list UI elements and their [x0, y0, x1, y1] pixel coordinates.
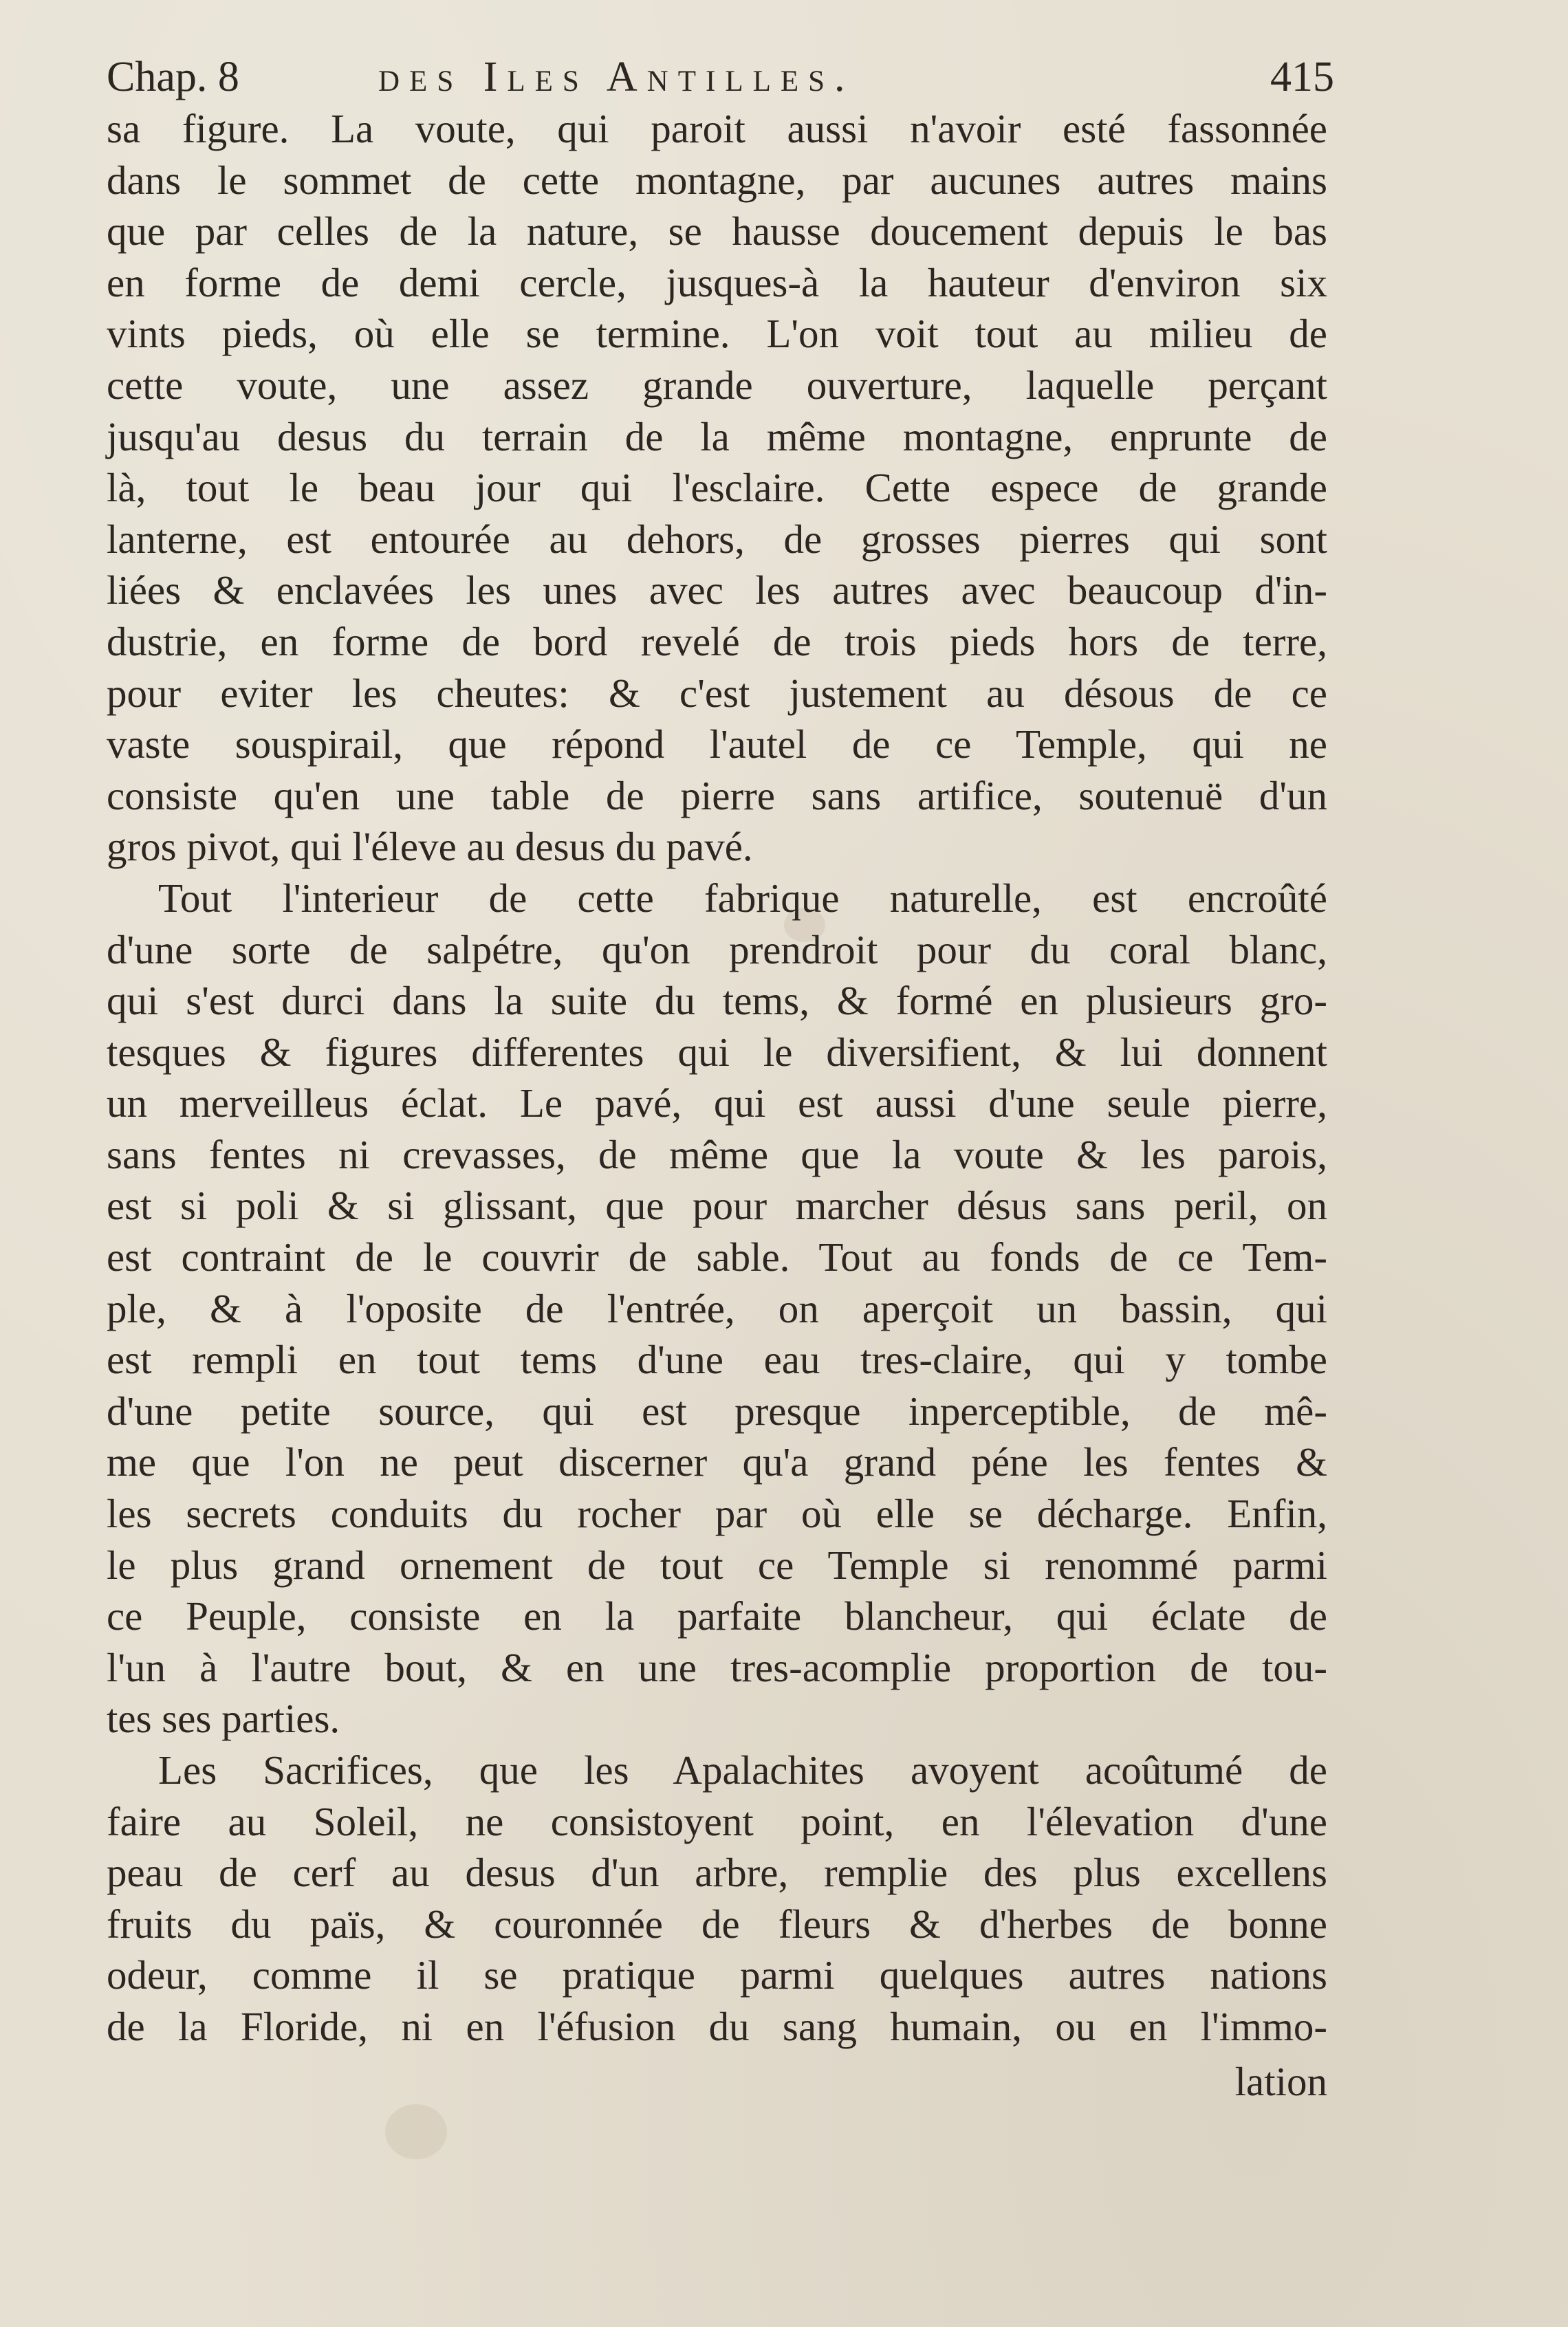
text-line: gros pivot, qui l'éleve au desus du pavé. [107, 824, 753, 870]
text-line: vints pieds, où elle se termine. L'on voit tout au milieu de [107, 311, 1327, 357]
text-line: cette voute, une assez grande ouverture, laquelle perçant [107, 362, 1327, 408]
text-line: tes ses parties. [107, 1696, 340, 1742]
text-line: ce Peuple, consiste en la parfaite blancheur, qui éclate de [107, 1593, 1327, 1639]
text-line: en forme de demi cercle, jusques-à la hauteur d'environ six [107, 259, 1327, 305]
text-line: me que l'on ne peut discerner qu'a grand péne les fentes & [107, 1439, 1327, 1485]
text-line: consiste qu'en une table de pierre sans artifice, soutenuë d'un [107, 772, 1327, 818]
text-line: faire au Soleil, ne consistoyent point, en l'élevation d'une [107, 1798, 1327, 1844]
text-line: est rempli en tout tems d'une eau tres-claire, qui y tombe [107, 1337, 1327, 1383]
text-line: d'une petite source, qui est presque inperceptible, de mê- [107, 1388, 1327, 1434]
text-line: Les Sacrifices, que les Apalachites avoyent acoûtumé de [158, 1747, 1327, 1793]
text-line: sa figure. La voute, qui paroit aussi n'avoir esté fassonnée [107, 106, 1327, 151]
chapter-label: Chap. 8 [107, 54, 239, 100]
text-line: tesques & figures differentes qui le diversifient, & lui donnent [107, 1029, 1327, 1075]
paragraph-2 [107, 873, 1327, 1745]
text-line: lanterne, est entourée au dehors, de grosses pierres qui sont [107, 516, 1327, 562]
text-line: fruits du païs, & couronnée de fleurs & d'herbes de bonne [107, 1901, 1327, 1947]
text-line: ple, & à l'oposite de l'entrée, on aperçoit un bassin, qui [107, 1285, 1327, 1331]
paper-stain [385, 2104, 447, 2159]
text-line: que par celles de la nature, se hausse doucement depuis le bas [107, 208, 1327, 254]
running-header [107, 50, 1334, 105]
text-line: jusqu'au desus du terrain de la même montagne, enprunte de [107, 413, 1327, 459]
text-line: l'un à l'autre bout, & en une tres-acomplie proportion de tou- [107, 1644, 1327, 1690]
text-line: dans le sommet de cette montagne, par aucunes autres mains [107, 157, 1327, 203]
text-line: est contraint de le couvrir de sable. Tout au fonds de ce Tem- [107, 1234, 1327, 1280]
body-text [107, 103, 1327, 2053]
text-line: de la Floride, ni en l'éfusion du sang humain, ou en l'immo- [107, 2003, 1327, 2049]
text-line: qui s'est durci dans la suite du tems, & formé en plusieurs gro- [107, 978, 1327, 1024]
text-line: sans fentes ni crevasses, de même que la voute & les parois, [107, 1131, 1327, 1177]
text-line: un merveilleus éclat. Le pavé, qui est aussi d'une seule pierre, [107, 1080, 1327, 1126]
text-line: d'une sorte de salpétre, qu'on prendroit pour du coral blanc, [107, 926, 1327, 972]
text-line: le plus grand ornement de tout ce Temple si renommé parmi [107, 1542, 1327, 1588]
paragraph-3 [107, 1745, 1327, 2053]
paragraph-1 [107, 103, 1327, 873]
text-line: Tout l'interieur de cette fabrique naturelle, est encroûté [158, 875, 1327, 921]
catchword: lation [1234, 2059, 1327, 2104]
running-title: des Iles Antilles. [378, 54, 855, 100]
text-line: est si poli & si glissant, que pour marcher désus sans peril, on [107, 1183, 1327, 1229]
page-number: 415 [1270, 54, 1334, 100]
text-line: peau de cerf au desus d'un arbre, remplie des plus excellens [107, 1850, 1327, 1896]
text-line: vaste souspirail, que répond l'autel de ce Temple, qui ne [107, 721, 1327, 767]
text-line: liées & enclavées les unes avec les autres avec beaucoup d'in- [107, 567, 1327, 613]
text-line: les secrets conduits du rocher par où elle se décharge. Enfin, [107, 1491, 1327, 1537]
text-line: odeur, comme il se pratique parmi quelques autres nations [107, 1952, 1327, 1998]
text-line: dustrie, en forme de bord revelé de trois pieds hors de terre, [107, 618, 1327, 664]
text-line: pour eviter les cheutes: & c'est justement au désous de ce [107, 670, 1327, 716]
text-line: là, tout le beau jour qui l'esclaire. Cette espece de grande [107, 465, 1327, 511]
